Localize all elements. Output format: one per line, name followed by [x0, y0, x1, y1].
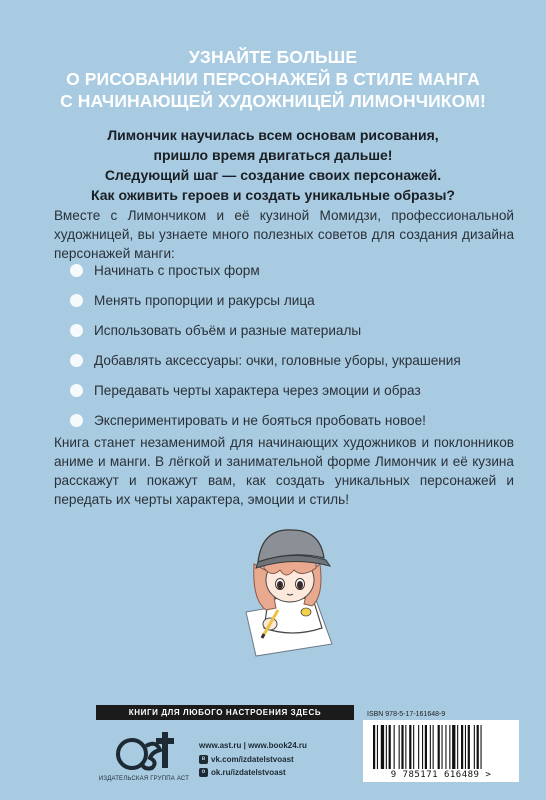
barcode-bars [363, 723, 519, 773]
list-item-text: Добавлять аксессуары: очки, головные уборы, украшения [94, 353, 461, 368]
lead-line-3: Следующий шаг — создание своих персонажей. [104, 167, 442, 183]
barcode-digits: 9 785171 616489 > [390, 770, 492, 780]
bullet-dot-icon [70, 324, 83, 337]
list-item [94, 382, 514, 400]
social-link-text: vk.com/izdatelstvoast [211, 755, 294, 764]
headline-line-3: С НАЧИНАЮЩЕЙ ХУДОЖНИЦЕЙ ЛИМОНЧИКОМ! [60, 91, 486, 111]
list-item-text: Начинать с простых форм [94, 263, 260, 278]
list-item [94, 352, 514, 370]
lead-line-2: пришло время двигаться дальше! [153, 147, 393, 163]
vk-icon: в [199, 755, 208, 764]
character-illustration [232, 520, 350, 660]
bullet-dot-icon [70, 354, 83, 367]
list-item [94, 292, 514, 310]
intro-paragraph: Вместе с Лимончиком и её кузиной Момидзи, профессиональной художницей, вы узнаете много полезных советов для создания дизайна персонажей манги: [54, 208, 514, 261]
publisher-websites[interactable]: www.ast.ru | www.book24.ru [199, 741, 307, 750]
tips-list [94, 262, 514, 442]
list-item [94, 412, 514, 430]
tagline-bar [96, 705, 354, 720]
bullet-dot-icon [70, 294, 83, 307]
publisher-logo [112, 722, 182, 776]
list-item-text: Использовать объём и разные материалы [94, 323, 362, 338]
headline [0, 46, 546, 112]
barcode [363, 720, 519, 782]
isbn-text: ISBN 978-5-17-161648-9 [367, 711, 446, 718]
list-item-text: Экспериментировать и не бояться пробовать новое! [94, 413, 426, 428]
publisher-name: ИЗДАТЕЛЬСКАЯ ГРУППА АСТ [98, 776, 190, 782]
outro-paragraph: Книга станет незаменимой для начинающих художников и поклонников аниме и манги. В лёгкой и занимательной форме Лимончик и её кузина расскажут и покажут вам, как создать уникальных персонажей и передать их черты характера, эмоции и стиль! [54, 435, 514, 507]
social-link-vk[interactable] [199, 755, 294, 764]
lead-line-4: Как оживить героев и создать уникальные образы? [91, 187, 455, 203]
headline-line-1: УЗНАЙТЕ БОЛЬШЕ [188, 47, 358, 67]
social-link-text: ok.ru/izdatelstvoast [211, 768, 286, 777]
bullet-dot-icon [70, 384, 83, 397]
list-item-text: Передавать черты характера через эмоции и образ [94, 383, 421, 398]
bullet-dot-icon [70, 264, 83, 277]
lead-paragraph [0, 125, 546, 205]
bullet-dot-icon [70, 414, 83, 427]
list-item [94, 262, 514, 280]
social-link-ok[interactable] [199, 768, 286, 777]
list-item-text: Менять пропорции и ракурсы лица [94, 293, 315, 308]
headline-line-2: О РИСОВАНИИ ПЕРСОНАЖЕЙ В СТИЛЕ МАНГА [66, 69, 480, 89]
tagline: КНИГИ ДЛЯ ЛЮБОГО НАСТРОЕНИЯ ЗДЕСЬ [128, 708, 322, 717]
list-item [94, 322, 514, 340]
ok-icon: о [199, 768, 208, 777]
lead-line-1: Лимончик научилась всем основам рисования, [107, 127, 439, 143]
